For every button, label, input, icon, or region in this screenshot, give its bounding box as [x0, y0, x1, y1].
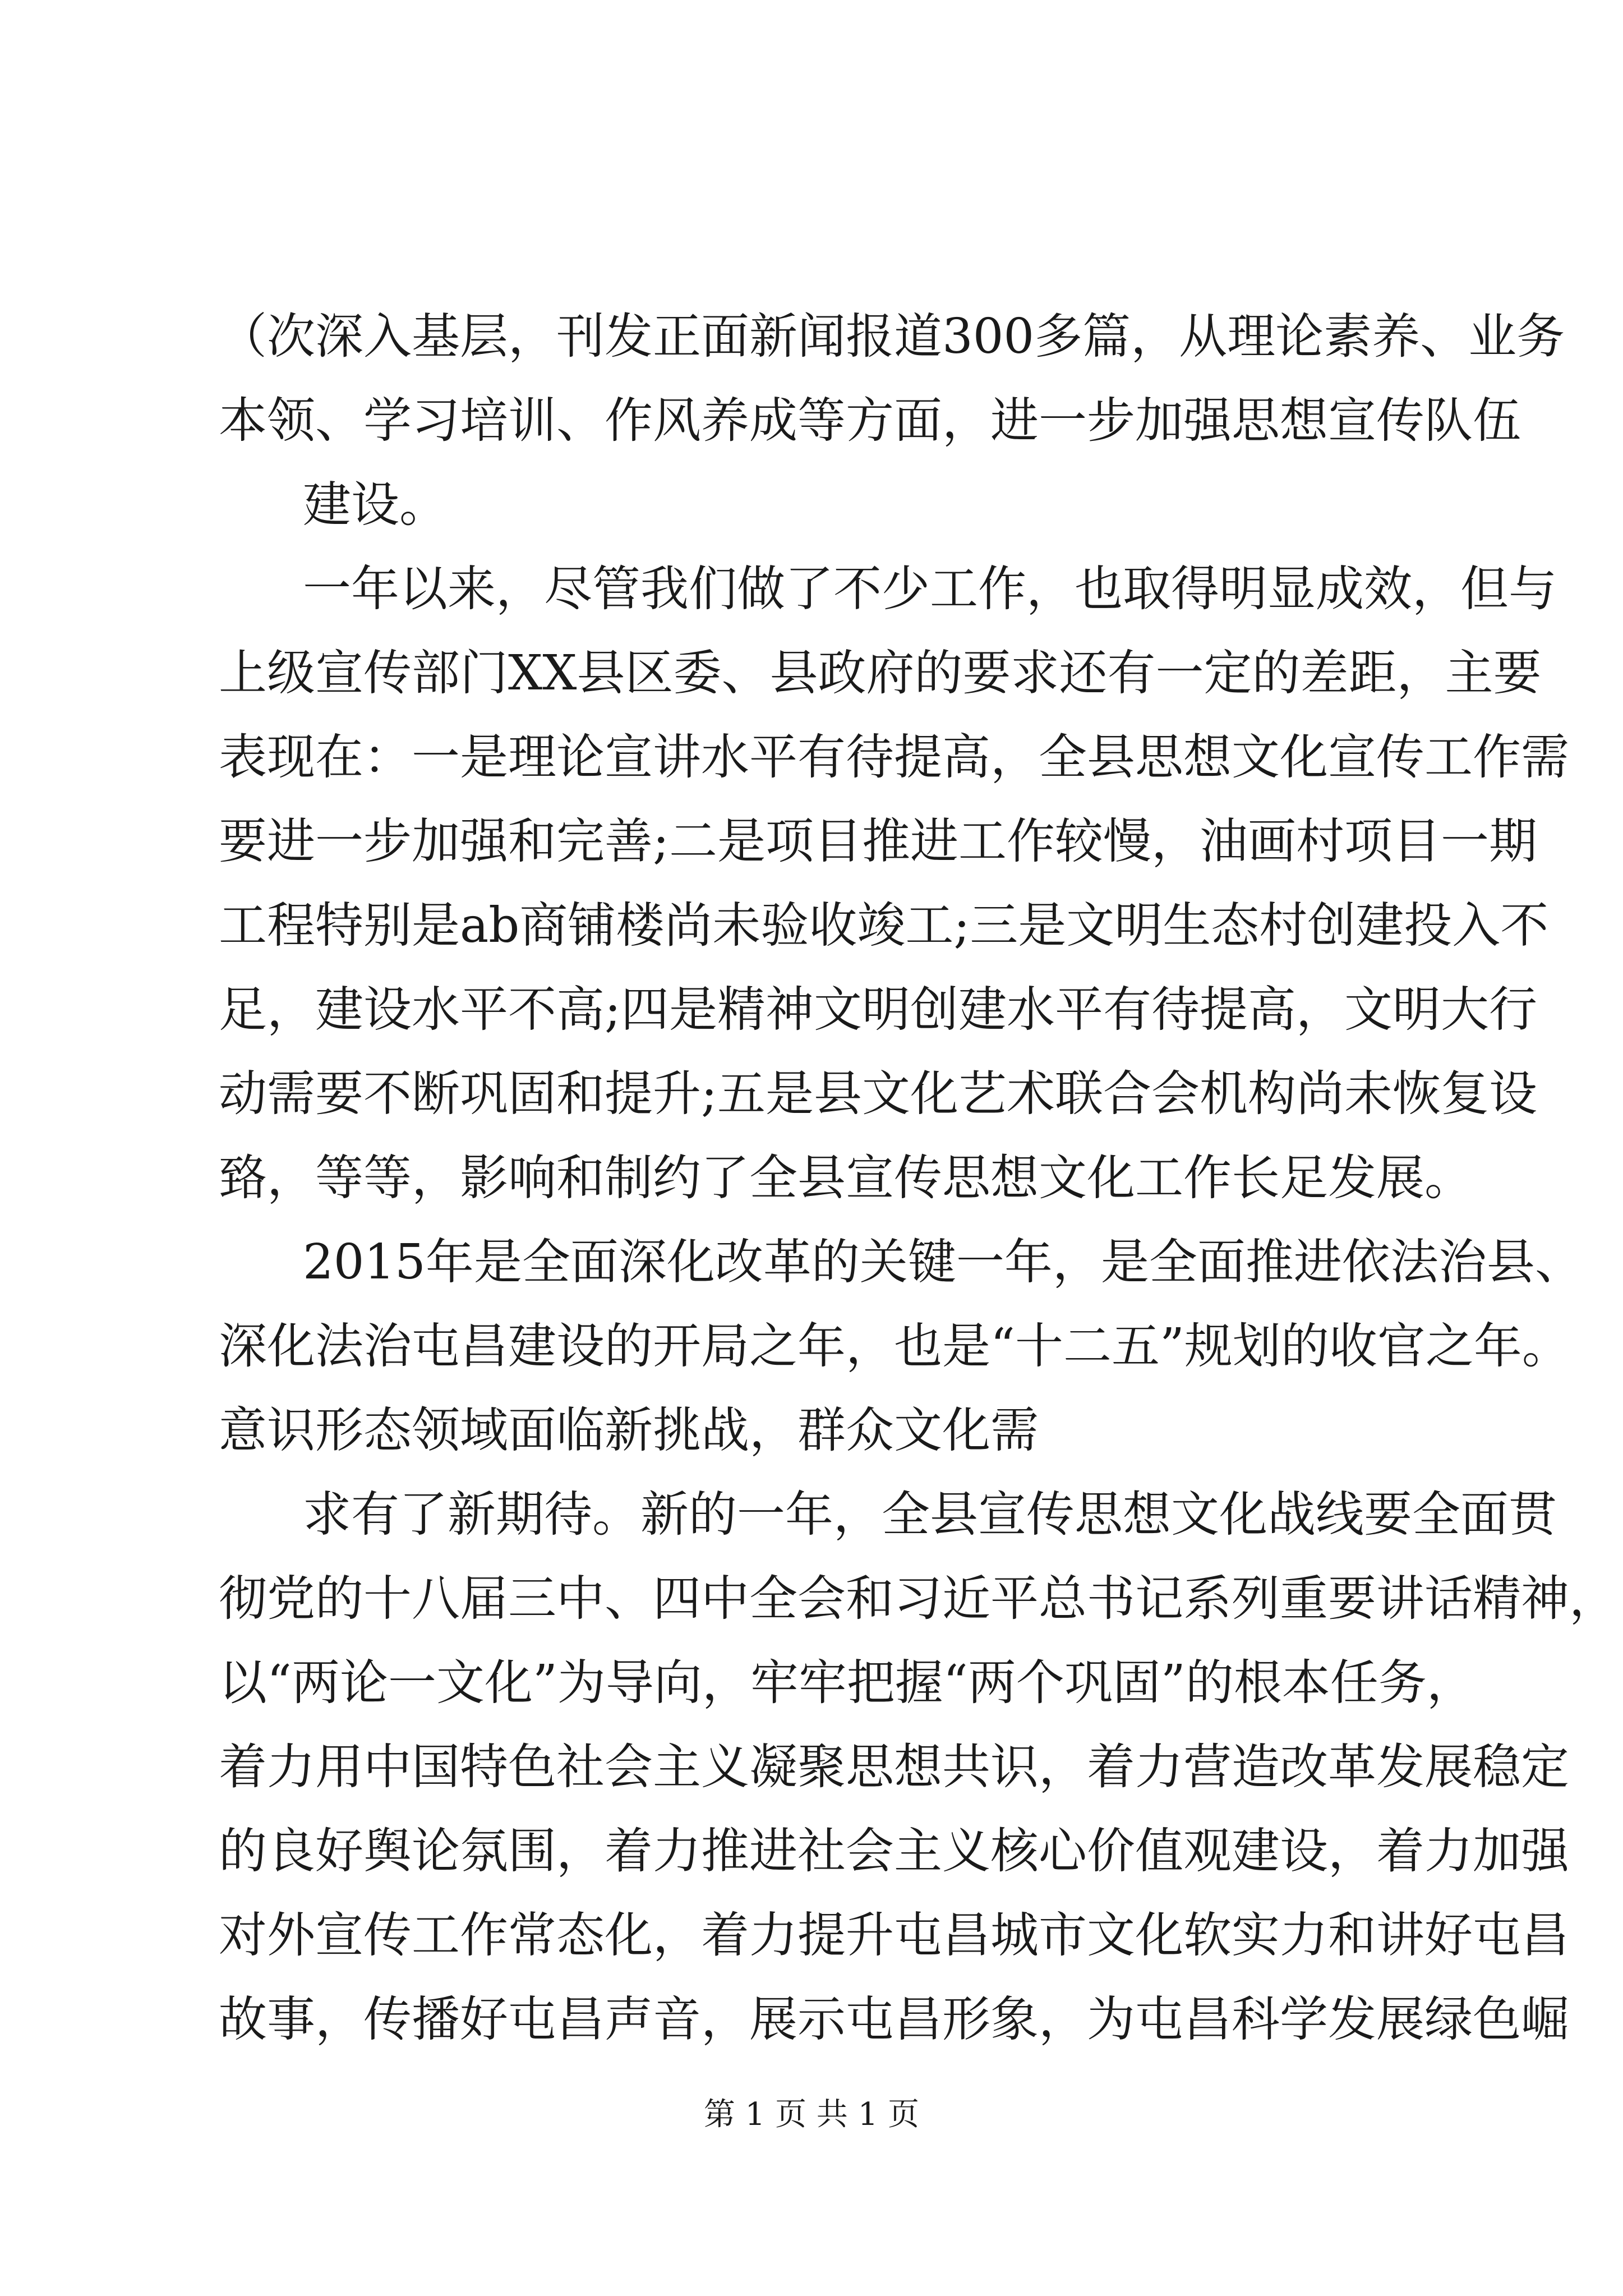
text-line: 臵，等等，影响和制约了全县宣传思想文化工作长足发展。 [219, 1150, 1473, 1206]
text-line: 本领、学习培训、作风养成等方面，进一步加强思想宣传队伍 [219, 393, 1521, 449]
text-line: 足，建设水平不高;四是精神文明创建水平有待提高，文明大行 [219, 982, 1537, 1038]
text-line: 要进一步加强和完善;二是项目推进工作较慢，油画村项目一期 [219, 813, 1537, 869]
text-line: （次深入基层，刊发正面新闻报道300多篇，从理论素养、业务 [219, 309, 1565, 365]
text-line: 的良好舆论氛围，着力推进社会主义核心价值观建设，着力加强 [219, 1823, 1569, 1879]
text-line: 2015年是全面深化改革的关键一年，是全面推进依法治县、 [303, 1234, 1583, 1290]
text-line: 表现在：一是理论宣讲水平有待提高，全县思想文化宣传工作需 [219, 729, 1569, 785]
text-line: 求有了新期待。新的一年，全县宣传思想文化战线要全面贯 [303, 1487, 1557, 1543]
text-line: 彻党的十八届三中、四中全会和习近平总书记系列重要讲话精神， [219, 1571, 1617, 1627]
text-line: 故事，传播好屯昌声音，展示屯昌形象，为屯昌科学发展绿色崛 [219, 1991, 1569, 2047]
text-line: 深化法治屯昌建设的开局之年，也是“十二五”规划的收官之年。 [219, 1318, 1570, 1374]
text-line: 建设。 [303, 477, 448, 533]
text-line: 上级宣传部门XX县区委、县政府的要求还有一定的差距，主要 [219, 645, 1542, 701]
text-line: 意识形态领域面临新挑战，群众文化需 [219, 1402, 1039, 1458]
text-line: 对外宣传工作常态化，着力提升屯昌城市文化软实力和讲好屯昌 [219, 1907, 1569, 1963]
page-footer: 第 1 页 共 1 页 [703, 2096, 920, 2133]
text-line: 以“两论一文化”为导向，牢牢把握“两个巩固”的根本任务， [219, 1655, 1475, 1711]
text-line: 着力用中国特色社会主义凝聚思想共识，着力营造改革发展稳定 [219, 1739, 1569, 1795]
text-line: 工程特别是ab商铺楼尚未验收竣工;三是文明生态村创建投入不 [219, 898, 1549, 954]
text-line: 动需要不断巩固和提升;五是县文化艺术联合会机构尚未恢复设 [219, 1066, 1537, 1122]
text-line: 一年以来，尽管我们做了不少工作，也取得明显成效，但与 [303, 561, 1557, 617]
